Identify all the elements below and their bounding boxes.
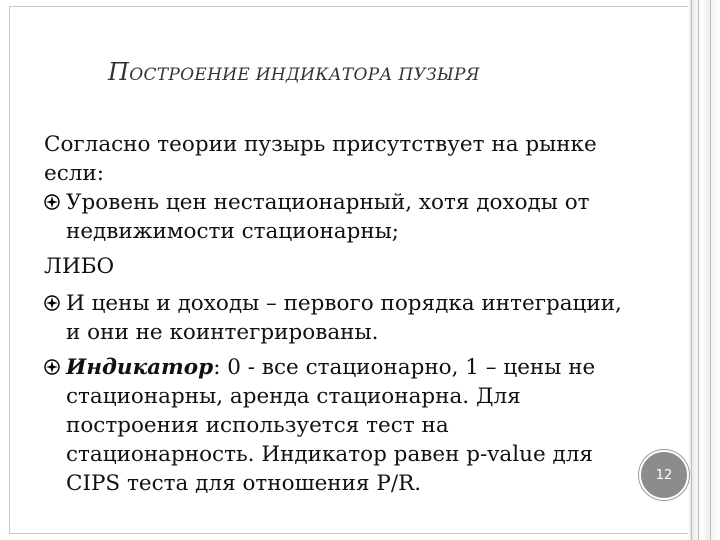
bullet-item (44, 353, 634, 498)
sparkle-bullet-icon (44, 359, 60, 375)
bullet-text: И цены и доходы – первого порядка интеграции, и они не коинтегрированы. (66, 291, 622, 345)
rail-line (710, 0, 711, 540)
slide-title (108, 58, 480, 86)
page-number-badge: 12 (639, 450, 689, 500)
indicator-term: Индикатор (66, 355, 214, 380)
intro-text: Согласно теории пузырь присутствует на рынке если: (44, 132, 597, 186)
slide-body (44, 130, 634, 504)
bullet-item (44, 188, 634, 246)
decorative-right-rail (688, 0, 720, 540)
sparkle-bullet-icon (44, 194, 60, 210)
rail-line (691, 0, 692, 540)
bullet-item (44, 289, 634, 347)
title-rest: ИНДИКАТОРА ПУЗЫРЯ (250, 65, 480, 85)
or-label: ЛИБО (44, 254, 115, 279)
bullet-text: Уровень цен нестационарный, хотя доходы от недвижимости стационарны; (66, 190, 590, 244)
sparkle-bullet-icon (44, 295, 60, 311)
bullet-text: : 0 - все стационарно, 1 – цены не стационарны, аренда стационарна. Для построения используется тест на стационарность. Индикатор равен p-value для CIPS теста для отношения P/R. (66, 355, 596, 496)
rail-line (698, 0, 699, 540)
title-first-letter: П (108, 58, 130, 86)
title-first-word-rest: ОСТРОЕНИЕ (129, 65, 251, 85)
